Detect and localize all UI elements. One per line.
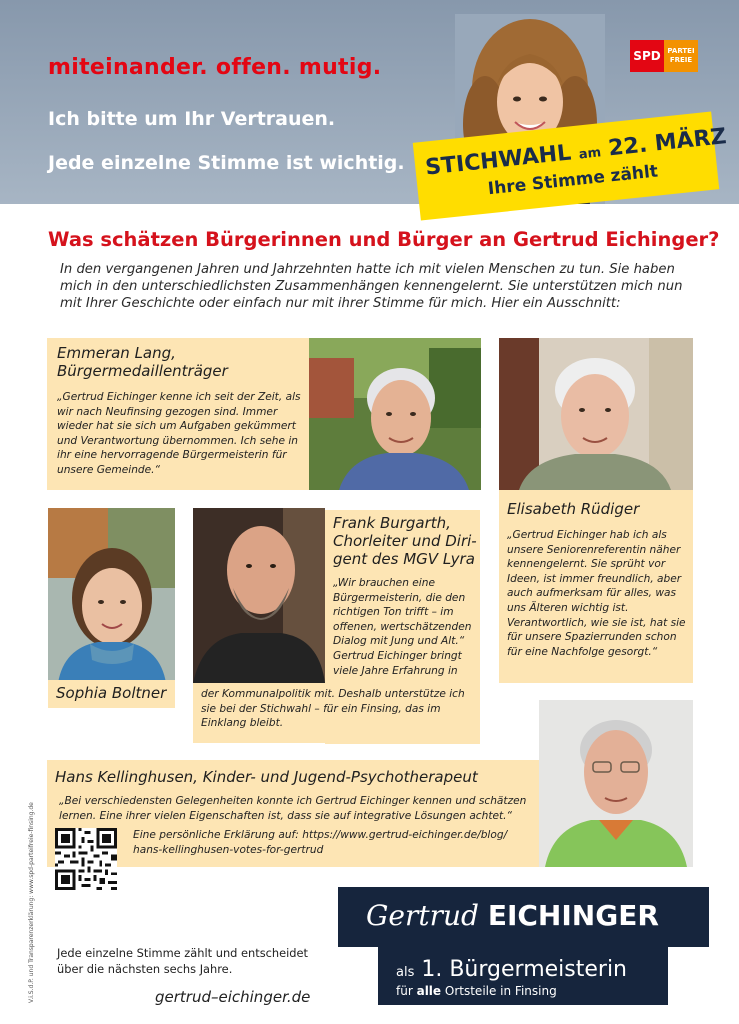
testimonial-frank-continued xyxy=(193,683,480,743)
parteifreie-logo xyxy=(664,40,698,72)
quote-part: „Wir brauchen eine Bürgermeisterin, die den richtigen Ton trifft – im offenen, wertschätzenden Dialog mit Jung und Alt.“ xyxy=(333,577,472,648)
photo-elisabeth xyxy=(499,338,693,490)
sub-fuer: für xyxy=(396,984,413,998)
header-line-trust: Ich bitte um Ihr Vertrauen. xyxy=(48,108,336,130)
testimonial-quote: „Gertrud Eichinger hab ich als unsere Seniorenreferentin näher kennengelernt. Sie sprüht vor Ideen, ist immer freundlich, aber auch aufmerksam für alles, was uns Älteren wichtig ist. Verantwortlich, wie sie ist, hat sie für unsere Spazierrunden schon für eine Nachfolge gesorgt.“ xyxy=(507,529,686,658)
photo-hans xyxy=(539,700,693,867)
header-line-vote: Jede einzelne Stimme ist wichtig. xyxy=(48,152,405,174)
blog-link[interactable] xyxy=(133,828,533,858)
namebox-top xyxy=(338,887,709,947)
imprint-vertical: V.i.S.d.P. und Transparenzerklärung: www.spd-parteifreie-finsing.de xyxy=(28,802,35,1003)
photo-sophia xyxy=(48,508,175,683)
website-link[interactable]: gertrud–eichinger.de xyxy=(155,988,311,1006)
candidate-name xyxy=(366,899,659,932)
candidate-first-name: Gertrud xyxy=(366,899,479,932)
qr-code[interactable] xyxy=(55,828,117,890)
namebox-bottom xyxy=(378,947,668,1005)
quote-part: der Kommunalpolitik mit. Deshalb unterstütze ich sie bei der Stichwahl – für ein Finsing, das im Einklang bleibt. xyxy=(201,688,465,730)
footer-note-line: Jede einzelne Stimme zählt und entscheidet xyxy=(57,946,309,960)
candidate-subline xyxy=(396,984,557,998)
title-line: Bürgermedaillenträger xyxy=(57,362,228,380)
testimonial-hans xyxy=(47,760,539,867)
runoff-date: 22. MÄRZ xyxy=(607,124,728,162)
runoff-am: am xyxy=(578,145,602,163)
footer-note-line: über die nächsten sechs Jahre. xyxy=(57,962,233,976)
blog-link-label: Eine persönliche Erklärung auf: https://www.gertrud-eichinger.de/blog/ xyxy=(133,829,508,841)
testimonial-name: Hans Kellinghusen, Kinder- und Jugend-Psychotherapeut xyxy=(55,768,478,786)
title-line: Chorleiter und Diri- xyxy=(333,532,477,550)
footer-note xyxy=(57,945,308,977)
testimonial-emmeran xyxy=(47,338,309,490)
candidate-namebox xyxy=(338,887,709,1005)
sub-alle: alle xyxy=(416,984,442,998)
name-line: Emmeran Lang, xyxy=(57,344,176,362)
testimonial-quote: „Gertrud Eichinger kenne ich seit der Zeit, als wir nach Neufinsing gezogen sind. Immer wieder hat sie sich um Aufgaben gekümmert und Verantwortung übernommen. Ich sehe in ihr eine hervorragende Bürgermeisterin für unsere Gemeinde.“ xyxy=(57,391,301,476)
slogan: miteinander. offen. mutig. xyxy=(48,55,382,80)
sub-rest: Ortsteile in Finsing xyxy=(444,984,557,998)
title-line: gent des MGV Lyra xyxy=(333,550,475,568)
testimonial-name xyxy=(57,344,228,380)
blog-link-path: hans-kellinghusen-votes-for-gertrud xyxy=(133,844,324,856)
testimonial-quote: „Bei verschiedensten Gelegenheiten konnte ich Gertrud Eichinger kennen und schätzen lernen. Eine ihrer vielen Eigenschaften ist, dass sie auf integrative Lösungen achtet.“ xyxy=(59,795,527,822)
spd-logo-text: SPD xyxy=(630,40,664,72)
testimonial-sophia xyxy=(48,680,175,708)
intro-text: In den vergangenen Jahren und Jahrzehnten hatte ich mit vielen Menschen zu tun. Sie haben mich in den unterschiedlichsten Zusammenhängen kennengelernt. Sie unterstützen mich nun mit Ihrer Geschichte oder einfach nur mit ihrer Stimme für mich. Hier ein Ausschnitt: xyxy=(60,262,683,311)
runoff-subline: Ihre Stimme zählt xyxy=(486,161,659,200)
candidate-role xyxy=(396,957,627,982)
logo-freie: FREIE xyxy=(669,56,693,64)
role-als: als xyxy=(396,965,415,980)
testimonial-name: Sophia Boltner xyxy=(56,684,167,702)
page-title: Was schätzen Bürgerinnen und Bürger an Gertrud Eichinger? xyxy=(48,228,720,251)
photo-emmeran xyxy=(309,338,481,490)
quote-part: Gertrud Eichinger bringt viele Jahre Erfahrung in xyxy=(333,649,462,677)
spd-logo xyxy=(630,40,698,72)
role-title: 1. Bürgermeisterin xyxy=(421,957,627,982)
logo-partei: PARTEI xyxy=(667,47,695,55)
name-line: Frank Burgarth, xyxy=(333,514,451,532)
testimonial-name: Elisabeth Rüdiger xyxy=(507,500,640,518)
testimonial-elisabeth xyxy=(499,490,693,683)
photo-frank xyxy=(193,508,325,683)
candidate-last-name: EICHINGER xyxy=(487,899,659,932)
testimonial-name xyxy=(333,514,477,568)
testimonial-quote xyxy=(333,576,481,678)
runoff-label: STICHWAHL xyxy=(424,140,573,181)
